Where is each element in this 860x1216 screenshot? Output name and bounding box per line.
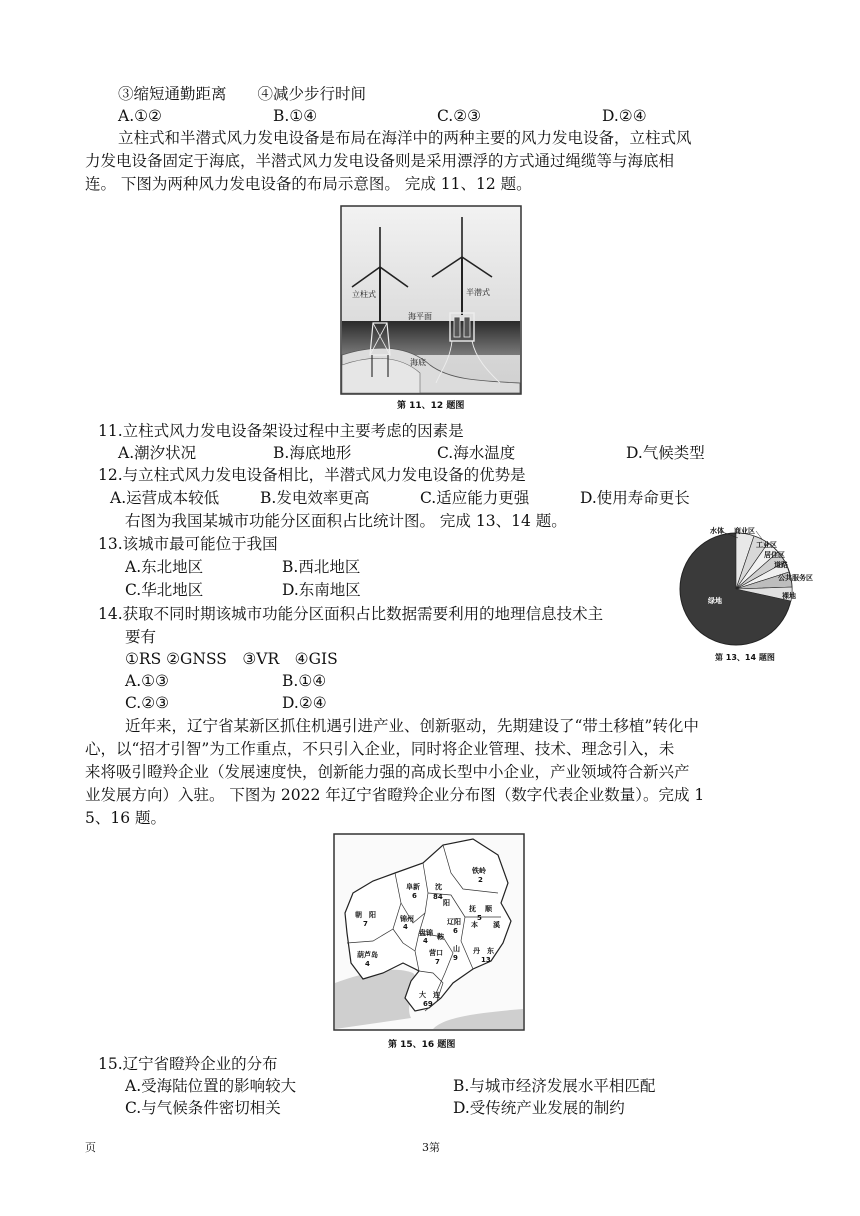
city-shenyang-char2: 阳 [443,899,450,907]
q10-option-d: D.②④ [602,107,647,125]
city-huludao-name: 葫芦岛 [357,951,378,959]
city-dalian-count: 69 [423,1000,433,1008]
intro-13-14: 右图为我国某城市功能分区面积占比统计图。 完成 13、14 题。 [125,512,567,530]
q14-stem-line1: 14.获取不同时期该城市功能分区面积占比数据需要利用的地理信息技术主 [98,605,604,623]
q11-option-a: A.潮汐状况 [118,444,197,462]
city-chaoyang-name: 朝 阳 [355,911,376,919]
pie-label-commercial: 商业区 [734,527,755,535]
city-fushun-char1: 抚 [469,905,476,913]
pie-label-public: 公共服务区 [778,574,813,582]
pie-label-residential: 居住区 [764,551,785,559]
pie-label-green: 绿地 [708,597,722,605]
q13-option-c: C.华北地区 [125,581,204,599]
q12-option-d: D.使用寿命更长 [580,489,690,507]
intro-15-16-line2: 心，以“招才引智”为工作重点，不只引入企业，同时将企业管理、技术、理念引入，未 [85,740,675,758]
q15-option-c: C.与气候条件密切相关 [125,1099,281,1117]
city-huludao-count: 4 [365,960,370,968]
q14-items: ①RS ②GNSS ③VR ④GIS [125,650,338,668]
land-use-pie-figure [672,525,820,647]
intro-15-16-line5: 5、16 题。 [85,809,167,827]
city-benxi-char1: 本 [471,921,478,929]
q15-option-a: A.受海陆位置的影响较大 [125,1077,297,1095]
q10-item-line: ③缩短通勤距离 ④减少步行时间 [118,85,367,103]
q15-option-d: D.受传统产业发展的制约 [453,1099,625,1117]
city-tieling-name: 铁岭 [472,867,486,875]
pie-label-industrial: 工业区 [756,541,777,549]
q15-stem: 15.辽宁省瞪羚企业的分布 [98,1055,278,1073]
figure-1-caption: 第 11、12 题图 [397,401,465,411]
q12-stem: 12.与立柱式风力发电设备相比，半潜式风力发电设备的优势是 [98,466,526,484]
city-anshan-char1: 鞍 [437,933,444,941]
intro-11-12-line1: 立柱式和半潜式风力发电设备是布局在海洋中的两种主要的风力发电设备，立柱式风 [118,129,692,147]
q10-option-c: C.②③ [437,107,482,125]
pie-label-bare: 裸地 [782,592,796,600]
city-tieling-count: 2 [478,876,483,884]
footer-page-number: 3第 [422,1141,440,1154]
q10-option-b: B.①④ [273,107,318,125]
label-sea-floor: 海底 [410,358,426,367]
city-fushun-char2: 顺 [485,905,492,913]
label-pillar-type: 立柱式 [352,290,376,299]
city-panjin-count: 4 [423,937,428,945]
liaoning-map-figure [333,833,525,1031]
label-sea-level: 海平面 [408,312,432,321]
intro-15-16-line4: 业发展方向）入驻。 下图为 2022 年辽宁省瞪羚企业分布图（数字代表企业数量）。完成 1 [85,786,705,804]
pie-label-road: 道路 [774,561,788,569]
q14-stem-line2: 要有 [125,628,157,646]
wind-turbine-diagram [340,205,522,395]
city-fuxin-count: 6 [412,892,417,900]
city-panjin-name: 盘锦 [419,929,433,937]
q13-stem: 13.该城市最可能位于我国 [98,535,278,553]
city-shenyang-count: 84 [433,893,443,901]
liaoning-gazelle-map [333,833,525,1031]
city-anshan-count: 9 [453,954,458,962]
city-jinzhou-name: 锦州 [400,915,414,923]
city-yingkou-name: 营口 [429,949,443,957]
city-fuxin-name: 阜新 [406,883,420,891]
city-dandong-count: 13 [481,956,491,964]
footer-left: 页 [85,1141,96,1154]
q14-option-d: D.②④ [282,694,327,712]
pie-label-water: 水体 [710,527,724,535]
q12-option-a: A.运营成本较低 [110,489,220,507]
q14-option-b: B.①④ [282,672,327,690]
intro-11-12-line2: 力发电设备固定于海底，半潜式风力发电设备则是采用漂浮的方式通过绳缆等与海底相 [85,152,675,170]
q15-option-b: B.与城市经济发展水平相匹配 [453,1077,656,1095]
q11-option-c: C.海水温度 [437,444,516,462]
city-chaoyang-count: 7 [363,920,368,928]
intro-15-16-line3: 来将吸引瞪羚企业（发展速度快，创新能力强的高成长型中小企业，产业领域符合新兴产 [85,763,690,781]
intro-11-12-line3: 连。 下图为两种风力发电设备的布局示意图。 完成 11、12 题。 [85,175,532,193]
wind-turbine-figure [340,205,522,395]
q13-option-d: D.东南地区 [282,581,361,599]
q13-option-b: B.西北地区 [282,558,361,576]
figure-2-caption: 第 13、14 题图 [715,653,775,662]
q14-option-a: A.①③ [125,672,169,690]
q12-option-b: B.发电效率更高 [260,489,370,507]
q11-option-d: D.气候类型 [626,444,705,462]
land-use-pie-chart [672,525,820,647]
label-semi-submersible: 半潜式 [466,288,490,297]
q11-stem: 11.立柱式风力发电设备架设过程中主要考虑的因素是 [98,422,464,440]
city-anshan-char2: 山 [453,945,460,953]
city-benxi-char2: 溪 [493,921,500,929]
q12-option-c: C.适应能力更强 [420,489,530,507]
q13-option-a: A.东北地区 [125,558,204,576]
city-liaoyang-count: 6 [453,927,458,935]
q11-option-b: B.海底地形 [273,444,352,462]
figure-3-caption: 第 15、16 题图 [388,1040,456,1050]
city-liaoyang-name: 辽阳 [447,918,461,926]
city-yingkou-count: 7 [435,958,440,966]
city-fushun-count: 5 [477,914,482,922]
city-dandong-name: 丹 东 [473,947,494,955]
intro-15-16-line1: 近年来，辽宁省某新区抓住机遇引进产业、创新驱动，先期建设了“带土移植”转化中 [125,717,699,735]
city-jinzhou-count: 4 [403,923,408,931]
q10-option-a: A.①② [118,107,162,125]
city-shenyang-char1: 沈 [435,883,442,891]
city-dalian-name: 大 连 [419,991,440,999]
q14-option-c: C.②③ [125,694,170,712]
